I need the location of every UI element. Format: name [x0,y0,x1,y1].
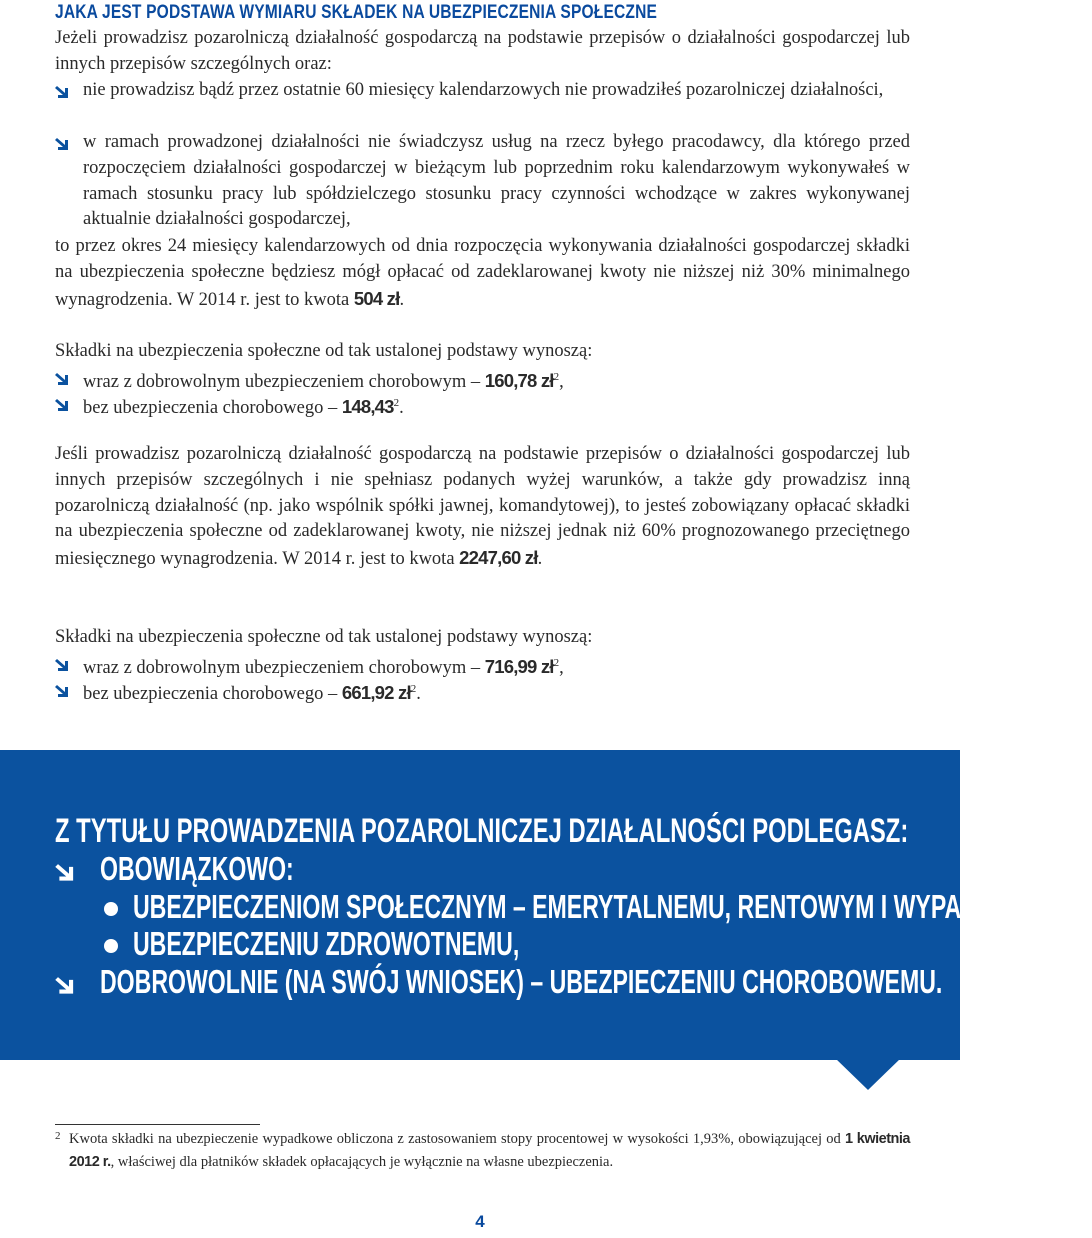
arrow-down-right-icon [55,396,75,412]
conclusion-paragraph: to przez okres 24 miesięcy kalendarzowych od dnia rozpoczęcia wykonywania działalności gospodarczej składki na ubezpieczenia społeczne będziesz mógł opłacać od zadeklarowanej kwoty nie niższej niż 30% minimalnego wynagrodzenia. W 2014 r. jest to kwota 504 zł. [55,236,910,310]
band-mandatory: OBOWIĄZKOWO: [100,850,294,887]
band-title: Z TYTUŁU PROWADZENIA POZAROLNICZEJ DZIAŁALNOŚCI PODLEGASZ: [55,812,909,850]
footnote: 2 Kwota składki na ubezpieczenie wypadkowe obliczona z zastosowaniem stopy procentowej w wysokości 1,93%, obowiązującej od 1 kwietnia 2012 r., właściwej dla płatników składek opłacających je wyłącznie na własne ubezpieczenia. [55,1130,910,1170]
arrow-down-right-icon [55,135,75,151]
page-number: 4 [475,1212,485,1231]
arrow-down-right-icon [55,860,83,887]
condition-item-1: nie prowadzisz bądź przez ostatnie 60 miesięcy kalendarzowych nie prowadziłeś pozarolniczej działalności, [55,78,910,104]
contributions-intro-1: Składki na ubezpieczenia społeczne od tak ustalonej podstawy wynoszą: [55,341,593,361]
section-heading: JAKA JEST PODSTAWA WYMIARU SKŁADEK NA UBEZPIECZENIA SPOŁECZNE [55,2,658,23]
contributions-intro-2: Składki na ubezpieczenia społeczne od tak ustalonej podstawy wynoszą: [55,627,593,647]
arrow-down-right-icon [55,682,75,698]
band-notch [835,1058,901,1090]
intro-paragraph: Jeżeli prowadzisz pozarolniczą działalność gospodarczą na podstawie przepisów o działalności gospodarczej lub innych przepisów szczególnych oraz: [55,28,910,74]
dot-bullet-icon [104,902,118,916]
condition-item-2: w ramach prowadzonej działalności nie świadczysz usług na rzecz byłego pracodawcy, dla którego przed rozpoczęciem działalności gospodarczej w bieżącym lub poprzednim roku kalendarzowym wykonywałeś w ramach stosunku pracy lub spółdzielczego stosunku pracy czynności wchodzące w zakres wykonywanej aktualnie działalności gospodarczej, [55,130,910,233]
footnote-rule [55,1124,260,1125]
other-activity-paragraph: Jeśli prowadzisz pozarolniczą działalność gospodarczą na podstawie przepisów o działalności gospodarczej lub innych przepisów szczególnych i nie spełniasz podanych wyżej warunków, a także gdy prowadzisz inną pozarolniczą działalność (np. jako wspólnik spółki jawnej, komandytowej), to jesteś zobowiązany opłacać składki na ubezpieczenia społeczne od zadeklarowanej kwoty, nie niższej jednak niż 60% prognozowanego przeciętnego miesięcznego wynagrodzenia. W 2014 r. jest to kwota 2247,60 zł. [55,444,910,570]
amount-2247: 2247,60 zł [459,547,538,569]
contribution-without-sickness-1: bez ubezpieczenia chorobowego – 148,43$^2$. [55,391,910,422]
band-voluntary: DOBROWOLNIE (NA SWÓJ WNIOSEK) – UBEZPIECZENIU CHOROBOWEMU. [100,963,943,1000]
arrow-down-right-icon [55,83,75,99]
arrow-down-right-icon [55,656,75,672]
amount-504: 504 zł [353,287,400,309]
arrow-down-right-icon [55,370,75,386]
band-social-insurance: UBEZPIECZENIOM SPOŁECZNYM – EMERYTALNEMU, RENTOWYM I WYPADKOWEMU, [133,888,1092,925]
contribution-with-sickness-2: wraz z dobrowolnym ubezpieczeniem chorobowym – 716,99 $zł^2$, [55,651,910,682]
contribution-with-sickness-1: wraz z dobrowolnym ubezpieczeniem chorobowym – 160,78 $zł^2$, [55,365,910,396]
arrow-down-right-icon [55,973,83,1000]
contribution-without-sickness-2: bez ubezpieczenia chorobowego – 661,92 $zł^2$. [55,677,910,708]
band-health-insurance: UBEZPIECZENIU ZDROWOTNEMU, [133,925,520,962]
dot-bullet-icon [104,939,118,953]
